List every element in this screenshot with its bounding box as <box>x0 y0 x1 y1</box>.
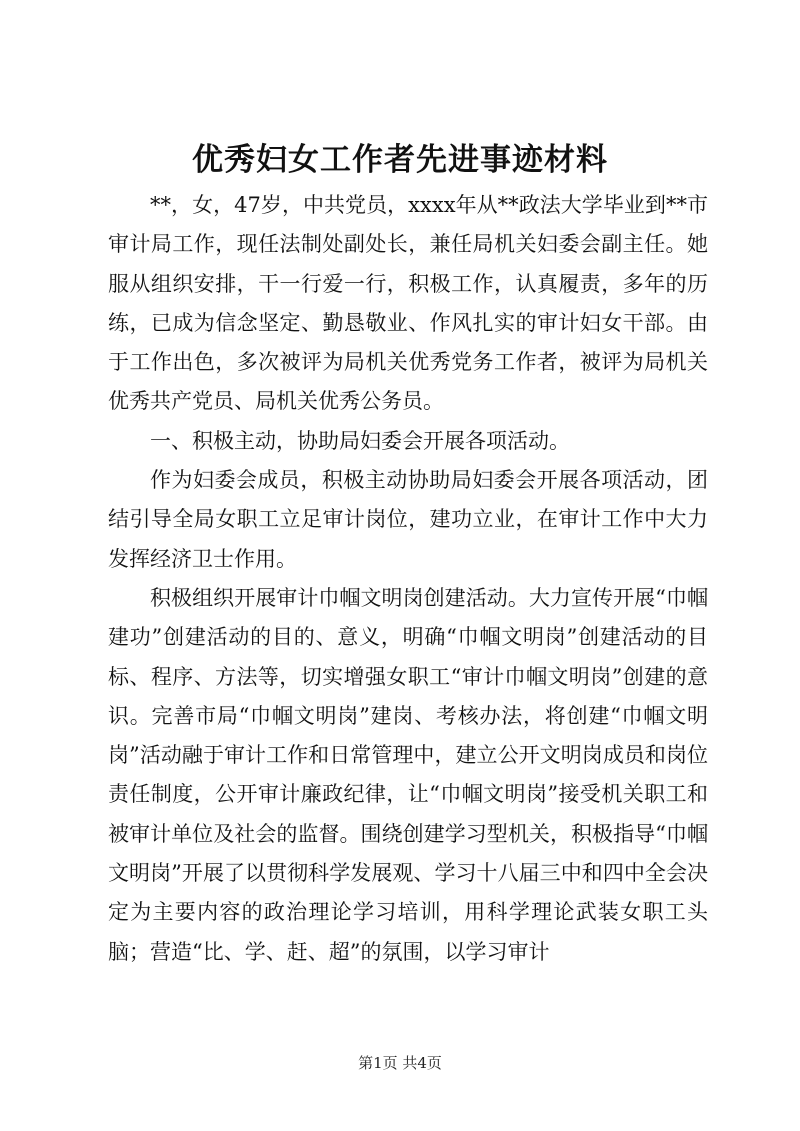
section-heading-1: 一、积极主动，协助局妇委会开展各项活动。 <box>150 428 570 453</box>
page-footer: 第1页 共4页 <box>358 1054 442 1072</box>
document-body <box>108 186 708 972</box>
paragraph-section-1: 作为妇委会成员，积极主动协助局妇委会开展各项活动，团结引导全局女职工立足审计岗位，建功立业，在审计工作中大力发挥经济卫士作用。 <box>108 468 708 571</box>
paragraph-intro: **，女，47岁，中共党员，xxxx年从**政法大学毕业到**市审计局工作，现任法制处副处长，兼任局机关妇委会副主任。她服从组织安排，干一行爱一行，积极工作，认真履责，多年的历练，已成为信念坚定、勤恳敬业、作风扎实的审计妇女干部。由于工作出色，多次被评为局机关优秀党务工作者，被评为局机关优秀共产党员、局机关优秀公务员。 <box>108 193 708 414</box>
document-title: 优秀妇女工作者先进事迹材料 <box>192 142 608 178</box>
paragraph-civilized-post: 积极组织开展审计巾帼文明岗创建活动。大力宣传开展“巾帼建功”创建活动的目的、意义，明确“巾帼文明岗”创建活动的目标、程序、方法等，切实增强女职工“审计巾帼文明岗”创建的意识。完善市局“巾帼文明岗”建岗、考核办法，将创建“巾帼文明岗”活动融于审计工作和日常管理中，建立公开文明岗成员和岗位责任制度，公开审计廉政纪律，让“巾帼文明岗”接受机关职工和被审计单位及社会的监督。围绕创建学习型机关，积极指导“巾帼文明岗”开展了以贯彻科学发展观、学习十八届三中和四中全会决定为主要内容的政治理论学习培训，用科学理论武装女职工头脑；营造“比、学、赶、超”的氛围，以学习审计 <box>108 585 708 964</box>
